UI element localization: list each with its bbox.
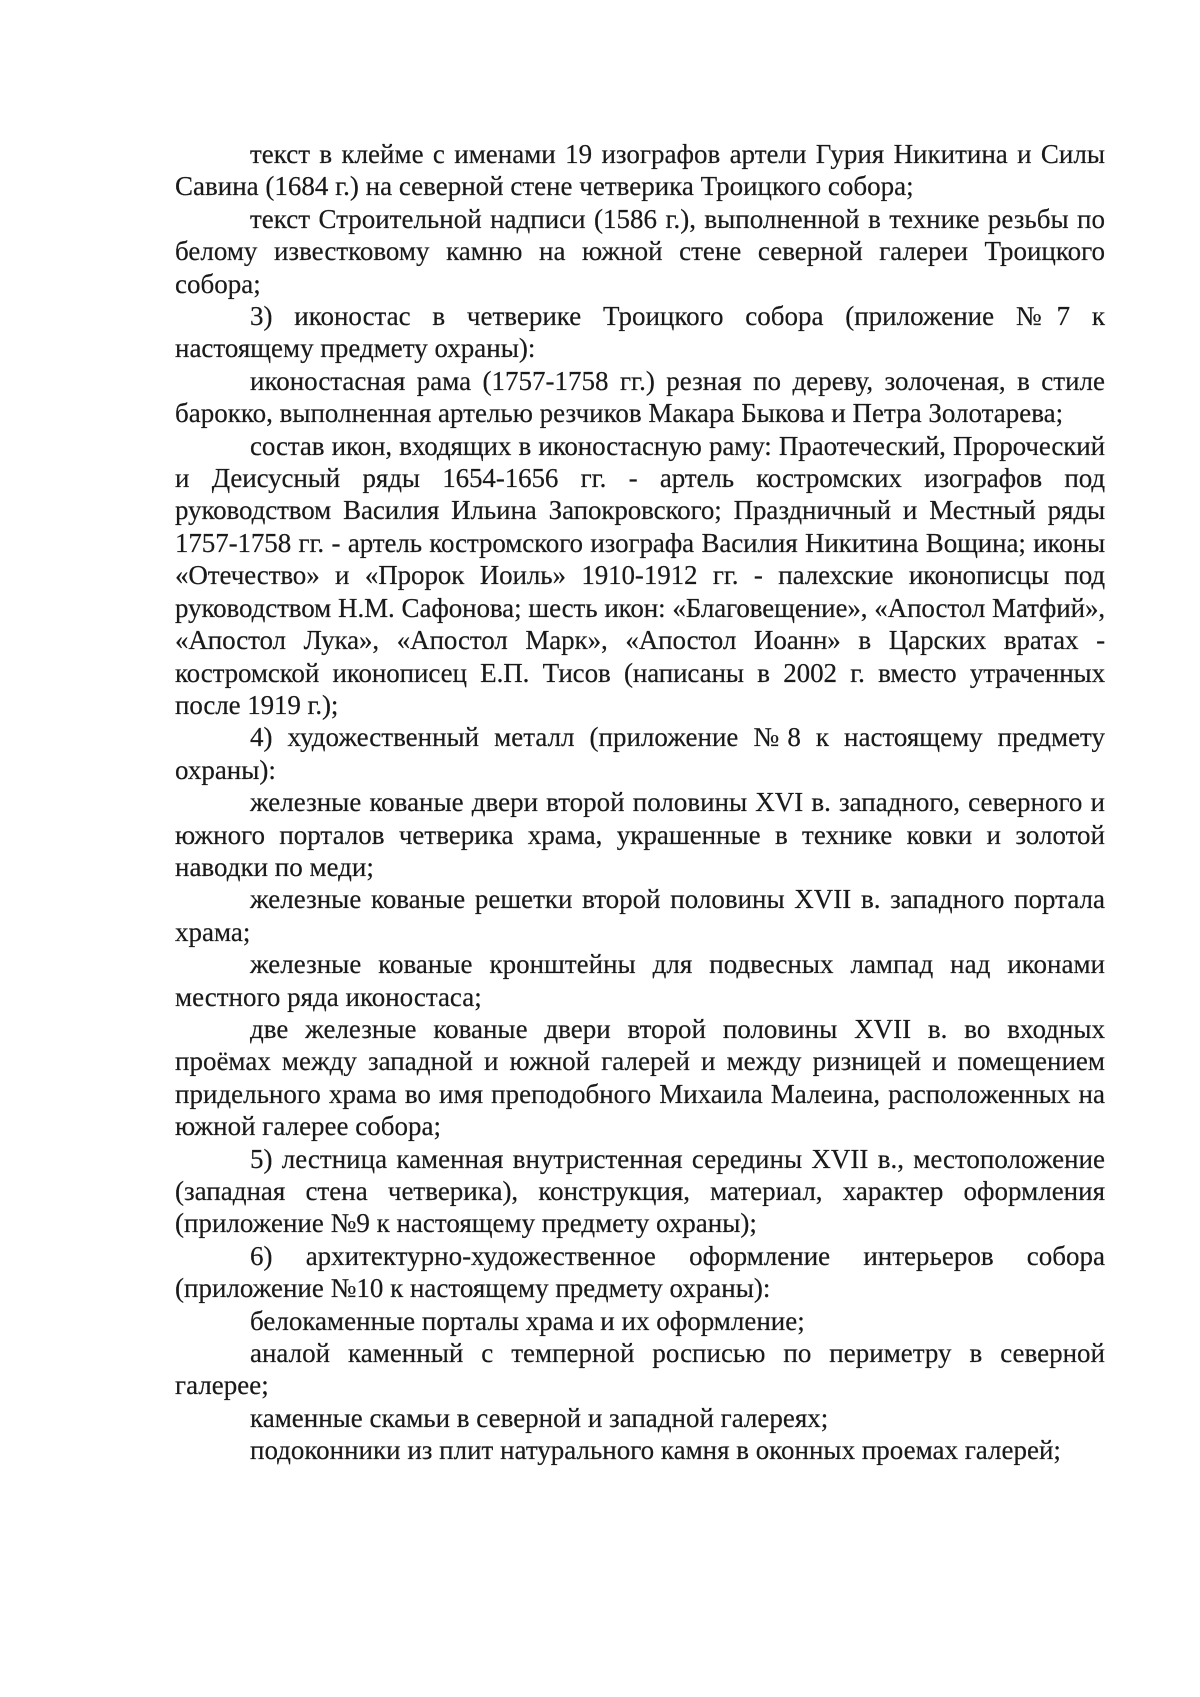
paragraph-windowsills: подоконники из плит натурального камня в оконных проемах галерей;: [250, 1435, 1061, 1466]
paragraph-interior-heading: 6) архитектурно-художественное оформление интерьеров собора (приложение №10 к настоящему предмету охраны):: [175, 1240, 1105, 1304]
paragraph-iconostasis-frame: иконостасная рама (1757-1758 гг.) резная по дереву, золоченая, в стиле барокко, выполненная артелью резчиков Макара Быкова и Петра Золотарева;: [175, 365, 1105, 429]
paragraph-iconostasis-heading: 3) иконостас в четверике Троицкого собора (приложение №7 к настоящему предмету охраны):: [175, 301, 1105, 364]
paragraph-iron-doors: железные кованые двери второй половины XVI в. западного, северного и южного порталов четверика храма, украшенные в технике ковки и золотой наводки по меди;: [175, 787, 1105, 882]
paragraph-iron-grilles: железные кованые решетки второй половины XVII в. западного портала храма;: [175, 884, 1105, 947]
paragraph-iron-brackets: железные кованые кронштейны для подвесных лампад над иконами местного ряда иконостаса;: [175, 949, 1105, 1012]
paragraph-building-inscription: текст Строительной надписи (1586 г.), выполненной в технике резьбы по белому известковому камню на южной стене северной галереи Троицкого собора;: [175, 203, 1105, 299]
paragraph-lectern: аналой каменный с темперной росписью по периметру в северной галерее;: [175, 1338, 1105, 1401]
document-body: [175, 138, 1105, 1467]
paragraph-metal-heading: 4) художественный металл (приложение №8 к настоящему предмету охраны):: [175, 722, 1105, 785]
paragraph-cartouche-text: текст в клейме с именами 19 изографов артели Гурия Никитина и Силы Савина (1684 г.) на северной стене четверика Троицкого собора;: [175, 139, 1105, 202]
paragraph-portals: белокаменные порталы храма и их оформление;: [250, 1305, 805, 1336]
paragraph-two-iron-doors: две железные кованые двери второй половины XVII в. во входных проёмах между западной и южной галерей и между ризницей и помещением придельного храма во имя преподобного Михаила Малеина, расположенных на южной галерее собора;: [175, 1013, 1105, 1142]
paragraph-icon-composition: состав икон, входящих в иконостасную раму: Праотеческий, Пророческий и Деисусный ряды 1654-1656 гг. - артель костромских изографов под руководством Василия Ильина Запокровского; Праздничный и Местный ряды 1757-1758 гг. - артель костромского изографа Василия Никитина Вощина; иконы «Отечество» и «Пророк Иоиль» 1910-1912 гг. - палехские иконописцы под руководством Н.М. Сафонова; шесть икон: «Благовещение», «Апостол Матфий», «Апостол Лука», «Апостол Марк», «Апостол Иоанн» в Царских вратах - костромской иконописец Е.П. Тисов (написаны в 2002 г. вместо утраченных после 1919 г.);: [175, 430, 1105, 720]
paragraph-benches: каменные скамьи в северной и западной галереях;: [250, 1402, 829, 1433]
paragraph-staircase: 5) лестница каменная внутристенная середины XVII в., местоположение (западная стена четверика), конструкция, материал, характер оформления (приложение №9 к настоящему предмету охраны);: [175, 1143, 1105, 1239]
